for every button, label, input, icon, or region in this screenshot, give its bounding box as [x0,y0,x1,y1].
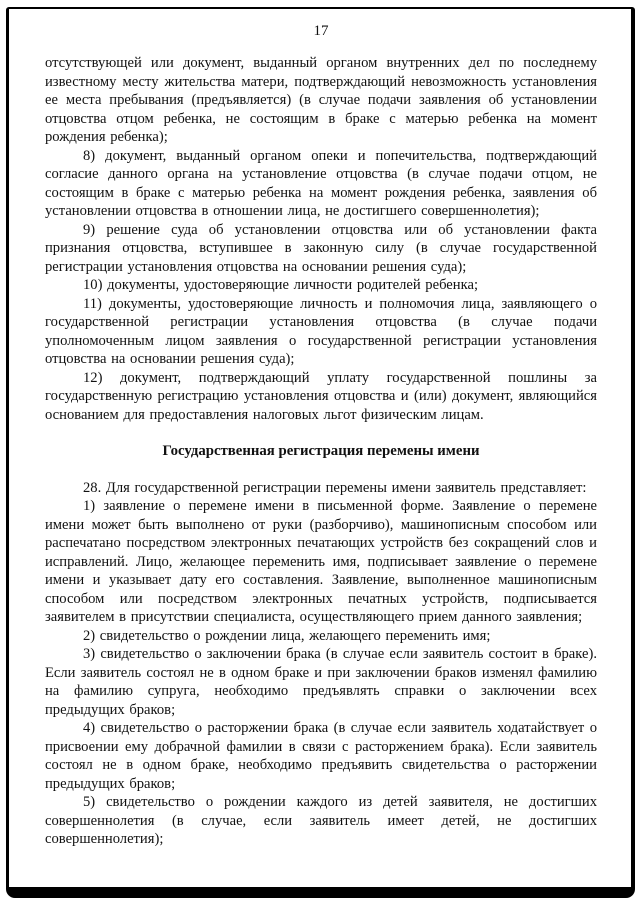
document-page [9,9,631,887]
page-number: 17 [313,23,329,39]
name-change-item-1: 1) заявление о перемене имени в письменной форме. Заявление о перемене имени может быть выполнено от руки (разборчиво), машинописным способом или распечатано посредством электронных печатающих устройств без сокращений слов и исправлений. Лицо, желающее переменить имя, подписывает заявление о перемене имени и указывает дату его составления. Заявление, выполненное машинописным способом или посредством электронных печатных устройств, подписывается заявителем в присутствии специалиста, осуществляющего прием данного заявления; [45,498,597,625]
paternity-item-8: 8) документ, выданный органом опеки и попечительства, подтверждающий согласие данного органа на установление отцовства (в случае подачи отцом, не состоящим в браке с матерью ребенка на момент рождения ребенка, заявления об установлении отцовства в отношении лица, не достигшего совершеннолетия); [45,147,597,219]
paternity-item-12: 12) документ, подтверждающий уплату государственной пошлины за государственную регистрацию установления отцовства и (или) документ, являющийся основанием для предоставления налоговых льгот физическим лицам. [45,369,597,423]
continuation-paragraph: отсутствующей или документ, выданный органом внутренних дел по последнему известному месту жительства матери, подтверждающий невозможность установления ее места пребывания (предъявляется) (в случае подачи заявления об установлении отцовства отцом ребенка, не состоящим в браке с матерью ребенка на момент рождения ребенка); [45,55,597,145]
paternity-item-10: 10) документы, удостоверяющие личности родителей ребенка; [83,277,478,293]
name-change-item-3: 3) свидетельство о заключении брака (в случае если заявитель состоит в браке). Если заявитель состоял не в одном браке и при заключении браков изменял фамилию на фамилию супруга, необходимо предъявлять справки о заключении всех предыдущих браков; [45,646,597,718]
section-heading: Государственная регистрация перемены имени [162,443,480,459]
clause-28-intro: 28. Для государственной регистрации перемены имени заявитель представляет: [83,479,587,496]
paternity-item-11: 11) документы, удостоверяющие личность и полномочия лица, заявляющего о государственной регистрации установления отцовства (в случае подачи уполномоченным лицом заявления о государственной регистрации установления отцовства на основании решения суда); [45,295,597,367]
scan-border-frame [6,7,635,898]
paternity-item-9: 9) решение суда об установлении отцовства или об установлении факта признания отцовства, вступившее в законную силу (в случае государственной регистрации установления отцовства на основании решения суда); [45,221,597,275]
name-change-item-2: 2) свидетельство о рождении лица, желающего переменить имя; [83,627,491,644]
name-change-item-4: 4) свидетельство о расторжении брака (в случае если заявитель ходатайствует о присвоении ему добрачной фамилии в связи с расторжением брака). Если заявитель состоял не в одном браке, необходимо предъявить свидетельства о расторжении предыдущих браков; [45,720,597,792]
name-change-item-5: 5) свидетельство о рождении каждого из детей заявителя, не достигших совершеннолетия (в случае, если заявитель имеет детей, не достигших совершеннолетия); [45,794,597,847]
